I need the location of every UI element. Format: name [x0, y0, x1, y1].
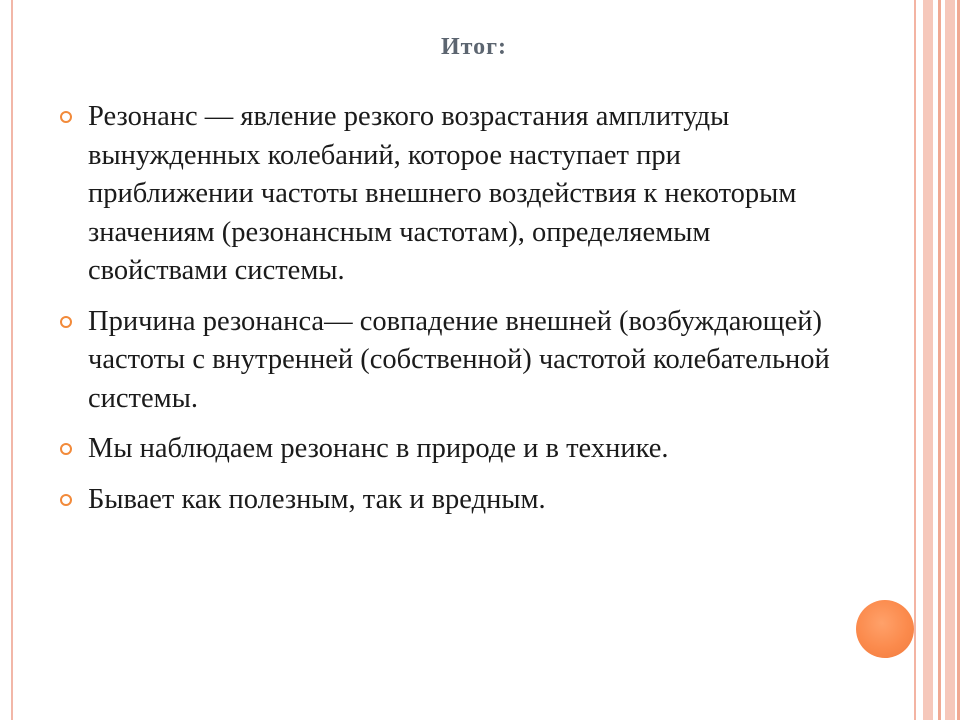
bullet-text: Резонанс — явление резкого возрастания амплитуды вынужденных колебаний, которое наступает при приближении частоты внешнего воздействия к некоторым значениям (резонансным частотам), определяемым свойствами системы.	[88, 101, 797, 286]
right-decorative-stripes	[910, 0, 960, 720]
stripe	[938, 0, 941, 720]
bullet-text: Причина резонанса— совпадение внешней (возбуждающей) частоты с внутренней (собственной) частотой колебательной системы.	[88, 305, 830, 414]
bullet-circle-icon	[60, 443, 72, 455]
slide-title: Итог:	[440, 34, 508, 60]
bullet-item	[60, 303, 850, 419]
bullet-item	[60, 430, 850, 469]
bullet-text: Бывает как полезным, так и вредным.	[88, 483, 546, 515]
left-border-line	[11, 0, 13, 720]
bullet-item	[60, 481, 850, 520]
bullet-list	[60, 98, 850, 531]
bullet-item	[60, 98, 850, 291]
bullet-circle-icon	[60, 316, 72, 328]
bullet-text: Мы наблюдаем резонанс в природе и в технике.	[88, 433, 669, 464]
stripe	[914, 0, 916, 720]
orange-circle-decoration	[856, 600, 914, 658]
stripe	[945, 0, 955, 720]
bullet-circle-icon	[60, 494, 72, 506]
stripe	[923, 0, 933, 720]
bullet-circle-icon	[60, 111, 72, 123]
